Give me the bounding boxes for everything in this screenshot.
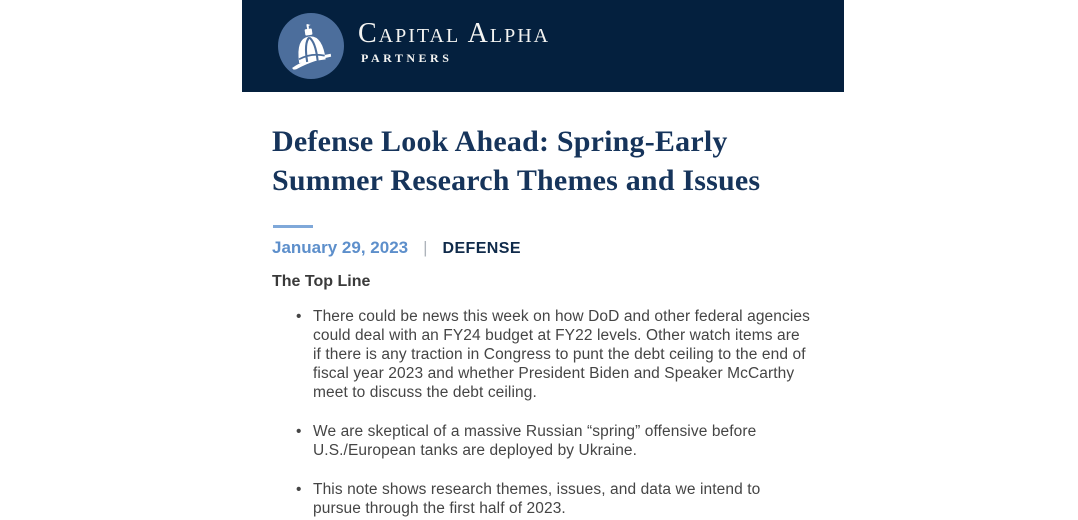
page-title-line-1: Defense Look Ahead: Spring-Early — [272, 125, 728, 158]
page-title-line-2: Summer Research Themes and Issues — [272, 164, 761, 197]
page-title — [272, 122, 832, 200]
bullet-icon: • — [296, 308, 302, 325]
accent-rule — [273, 225, 313, 228]
brand-subname: PARTNERS — [361, 51, 453, 65]
brand-wordmark — [358, 18, 550, 65]
bullet-icon: • — [296, 423, 302, 440]
brand-logo — [278, 13, 344, 79]
section-heading: The Top Line — [272, 273, 371, 290]
bullet-icon: • — [296, 481, 302, 498]
bullet-text: We are skeptical of a massive Russian “spring” offensive before U.S./European tanks are deployed by Ukraine. — [313, 423, 757, 459]
bullet-list — [296, 307, 812, 520]
bullet-text: There could be news this week on how DoD and other federal agencies could deal with an FY24 budget at FY22 levels. Other watch items are if there is any traction in Congress to punt the debt ceiling to the end of fiscal year 2023 and whether President Biden and Speaker McCarthy meet to discuss the debt ceiling. — [313, 308, 810, 401]
article-meta — [272, 238, 521, 258]
article-date: January 29, 2023 — [272, 238, 409, 257]
category-label: DEFENSE — [442, 240, 521, 257]
list-item — [296, 422, 812, 460]
list-item — [296, 480, 812, 518]
list-item — [296, 307, 812, 402]
capitol-dome-icon — [288, 21, 334, 72]
header-banner — [242, 0, 844, 92]
meta-divider: | — [423, 238, 428, 257]
bullet-text: This note shows research themes, issues, and data we intend to pursue through the first half of 2023. — [313, 481, 761, 517]
brand-name: Capital Alpha — [358, 18, 551, 49]
